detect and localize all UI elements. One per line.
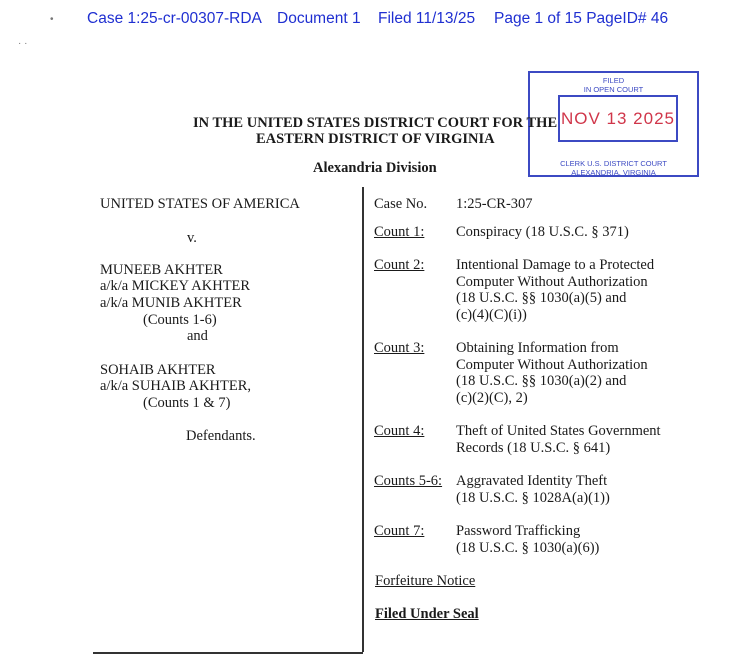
defendants-label: Defendants. bbox=[186, 428, 256, 444]
count-3-label: Count 3: bbox=[374, 340, 425, 356]
versus: v. bbox=[187, 230, 197, 246]
count-7-description: Password Trafficking (18 U.S.C. § 1030(a)(6)) bbox=[456, 523, 600, 556]
defendant2-counts: (Counts 1 & 7) bbox=[143, 395, 231, 411]
defendant1-name: MUNEEB AKHTER bbox=[100, 262, 223, 278]
stamp-location: ALEXANDRIA, VIRGINIA bbox=[571, 168, 656, 177]
count-1-description: Conspiracy (18 U.S.C. § 371) bbox=[456, 224, 629, 240]
scan-speck: • bbox=[50, 14, 54, 25]
stamp-date: NOV 13 2025 bbox=[560, 109, 675, 128]
count-2-description: Intentional Damage to a Protected Computer Without Authorization (18 U.S.C. §§ 1030(a)(5) and (c)(4)(C)(i)) bbox=[456, 257, 655, 323]
count-5-6-label: Counts 5-6: bbox=[374, 473, 443, 489]
ecf-case-number: Case 1:25-cr-00307-RDA bbox=[87, 10, 262, 27]
stamp-clerk: CLERK U.S. DISTRICT COURT bbox=[560, 159, 667, 168]
plaintiff-name: UNITED STATES OF AMERICA bbox=[100, 196, 300, 212]
forfeiture-notice: Forfeiture Notice bbox=[375, 573, 476, 589]
court-title-line2: EASTERN DISTRICT OF VIRGINIA bbox=[256, 131, 495, 147]
stamp-date-box bbox=[558, 95, 678, 142]
defendant1-alias1: a/k/a MICKEY AKHTER bbox=[100, 278, 251, 294]
court-title-line1: IN THE UNITED STATES DISTRICT COURT FOR THE bbox=[193, 115, 558, 131]
count-7-label: Count 7: bbox=[374, 523, 425, 539]
defendant1-counts: (Counts 1-6) bbox=[143, 312, 217, 328]
count-4-label: Count 4: bbox=[374, 423, 425, 439]
count-3-description: Obtaining Information from Computer Without Authorization (18 U.S.C. §§ 1030(a)(2) and (c)(2)(C), 2) bbox=[456, 340, 648, 406]
count-4-description: Theft of United States Government Records (18 U.S.C. § 641) bbox=[456, 423, 661, 456]
defendant1-alias2: a/k/a MUNIB AKHTER bbox=[100, 295, 242, 311]
count-5-6-description: Aggravated Identity Theft (18 U.S.C. § 1028A(a)(1)) bbox=[456, 473, 610, 506]
defendant2-alias: a/k/a SUHAIB AKHTER, bbox=[100, 378, 252, 394]
ecf-filed-date: Filed 11/13/25 bbox=[378, 10, 476, 27]
court-division: Alexandria Division bbox=[313, 160, 437, 176]
count-2-label: Count 2: bbox=[374, 257, 425, 273]
count-1-label: Count 1: bbox=[374, 224, 425, 240]
ecf-page-info: Page 1 of 15 PageID# 46 bbox=[494, 10, 669, 27]
defendant2-name: SOHAIB AKHTER bbox=[100, 362, 216, 378]
filed-under-seal: Filed Under Seal bbox=[375, 606, 479, 622]
case-no-label: Case No. bbox=[374, 196, 428, 212]
ecf-document-number: Document 1 bbox=[277, 10, 361, 27]
stamp-filed: FILED bbox=[602, 76, 625, 85]
stamp-in-open-court: IN OPEN COURT bbox=[583, 85, 644, 94]
caption-horizontal-rule bbox=[93, 652, 363, 654]
caption-vertical-rule bbox=[362, 187, 364, 652]
and-conjunction: and bbox=[187, 328, 208, 344]
case-no-value: 1:25-CR-307 bbox=[456, 196, 533, 212]
scan-speck: · · bbox=[18, 38, 28, 49]
